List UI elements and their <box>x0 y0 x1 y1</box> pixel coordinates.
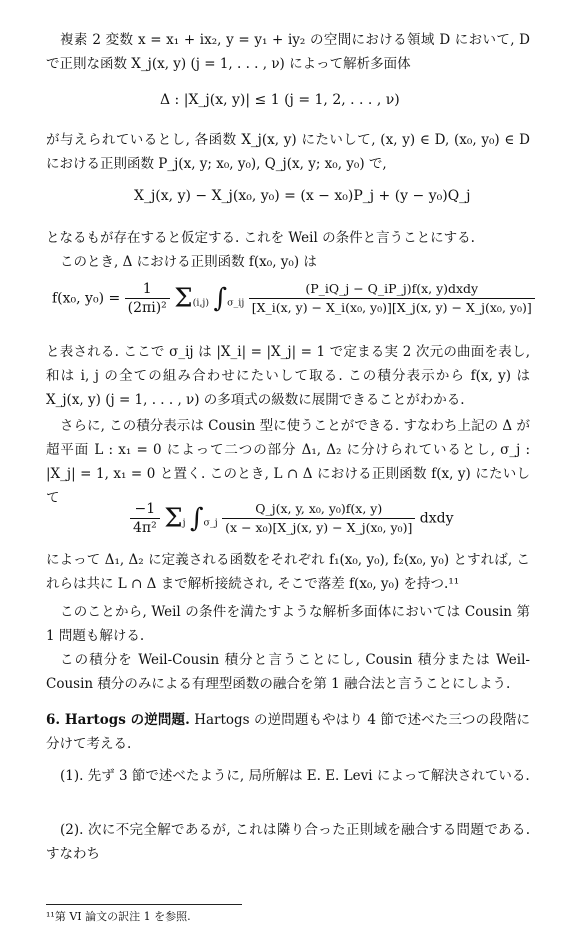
paragraph-6: さらに, この積分表示は Cousin 型に使うことができる. すなわち上記の Δ が 超平面 L : x₁ = 0 によって二つの部分 Δ₁, Δ₂ に分けられているとし, σ_j : |X_j| = 1, x₁ = 0 と置く. このとき, L ∩ Δ における正則函数 f(x, y) にたいして <box>46 418 530 506</box>
integral-symbol: ∫ <box>189 503 204 534</box>
eq4-coef-num: −1 <box>130 500 160 519</box>
eq4-num: Q_j(x, y, x₀, y₀)f(x, y) <box>222 500 415 519</box>
eq4-coefficient <box>130 500 160 537</box>
paragraph-9: この積分を Weil-Cousin 積分と言うことにし, Cousin 積分または Weil-Cousin 積分のみによる有理型函数の融合を第 1 融合法と言うことにしよう. <box>46 652 530 692</box>
paragraph-7: によって Δ₁, Δ₂ に定義される函数をそれぞれ f₁(x₀, y₀), f₂(x₀, y₀) とすれば, これらは共に L ∩ Δ まで解析接続され, そこで落差 f(x₀, y₀) を持つ.¹¹ <box>46 552 530 592</box>
section-6 <box>46 708 530 756</box>
eq3-fraction <box>249 280 535 317</box>
footnote-rule <box>46 904 242 905</box>
paragraph-1: 複素 2 変数 x = x₁ + ix₂, y = y₁ + iy₂ の空間における領域 D において, D で正則な函数 X_j(x, y) (j = 1, . . . , ν) によって解析多面体 <box>46 32 530 72</box>
section-6-body: Hartogs の逆問題もやはり 4 節で述べた三つの段階に分けて考える. <box>46 712 530 752</box>
eq3-coef-den: (2πi)² <box>127 300 167 316</box>
equation-polyhedron: Δ : |X_j(x, y)| ≤ 1 (j = 1, 2, . . . , ν) <box>160 92 400 108</box>
paragraph-10: (1). 先ず 3 節で述べたように, 局所解は E. E. Levi によって解決されている. <box>60 768 530 784</box>
sum-symbol: Σ <box>164 503 183 534</box>
eq3-coefficient <box>125 280 170 317</box>
paragraph-8: このことから, Weil の条件を満たすような解析多面体においては Cousin 第 1 問題も解ける. <box>46 604 530 644</box>
section-6-title: 6. Hartogs の逆問題. <box>46 712 190 728</box>
eq3-num: (P_iQ_j − Q_iP_j)f(x, y)dxdy <box>249 280 535 299</box>
integral-symbol: ∫ <box>213 283 228 314</box>
paragraph-11: (2). 次に不完全解であるが, これは隣り合った正則域を融合する問題である. すなわち <box>46 822 530 862</box>
eq3-lhs: f(x₀, y₀) = <box>52 290 121 307</box>
eq4-int-sub: σ_j <box>203 517 218 529</box>
equation-cousin-integral <box>130 500 454 537</box>
paragraph-2: が与えられているとし, 各函数 X_j(x, y) にたいして, (x, y) ∈ D, (x₀, y₀) ∈ D における正則函数 P_j(x, y; x₀, y₀), Q_j(x, y; x₀, y₀) で, <box>46 132 530 172</box>
paragraph-5: と表される. ここで σ_ij は |X_i| = |X_j| = 1 で定まる実 2 次元の曲面を表し, 和は i, j の全ての組み合わせにたいして取る. この積分表示から f(x, y) は X_j(x, y) (j = 1, . . . , ν) の多項式の級数に展開できることがわかる. <box>46 344 530 408</box>
eq4-coef-den: 4π² <box>133 520 157 536</box>
equation-weil-condition: X_j(x, y) − X_j(x₀, y₀) = (x − x₀)P_j + (y − y₀)Q_j <box>134 188 471 204</box>
eq3-den: [X_i(x, y) − X_i(x₀, y₀)][X_j(x, y) − X_j(x₀, y₀)] <box>251 300 532 315</box>
eq4-den: (x − x₀)[X_j(x, y) − X_j(x₀, y₀)] <box>225 520 413 535</box>
eq4-sum-sub: j <box>182 517 186 529</box>
eq3-sum-sub: (i,j) <box>192 297 210 309</box>
eq4-tail: dxdy <box>419 510 454 527</box>
paragraph-3: となるもが存在すると仮定する. これを Weil の条件と言うことにする. <box>46 230 475 246</box>
eq3-int-sub: σ_ij <box>227 297 245 309</box>
paragraph-4: このとき, Δ における正則函数 f(x₀, y₀) は <box>60 254 317 270</box>
eq4-fraction <box>222 500 415 537</box>
footnote: ¹¹第 VI 論文の訳注 1 を参照. <box>46 910 191 923</box>
eq3-coef-num: 1 <box>125 280 170 299</box>
sum-symbol: Σ <box>174 283 193 314</box>
equation-integral-representation <box>52 280 535 317</box>
